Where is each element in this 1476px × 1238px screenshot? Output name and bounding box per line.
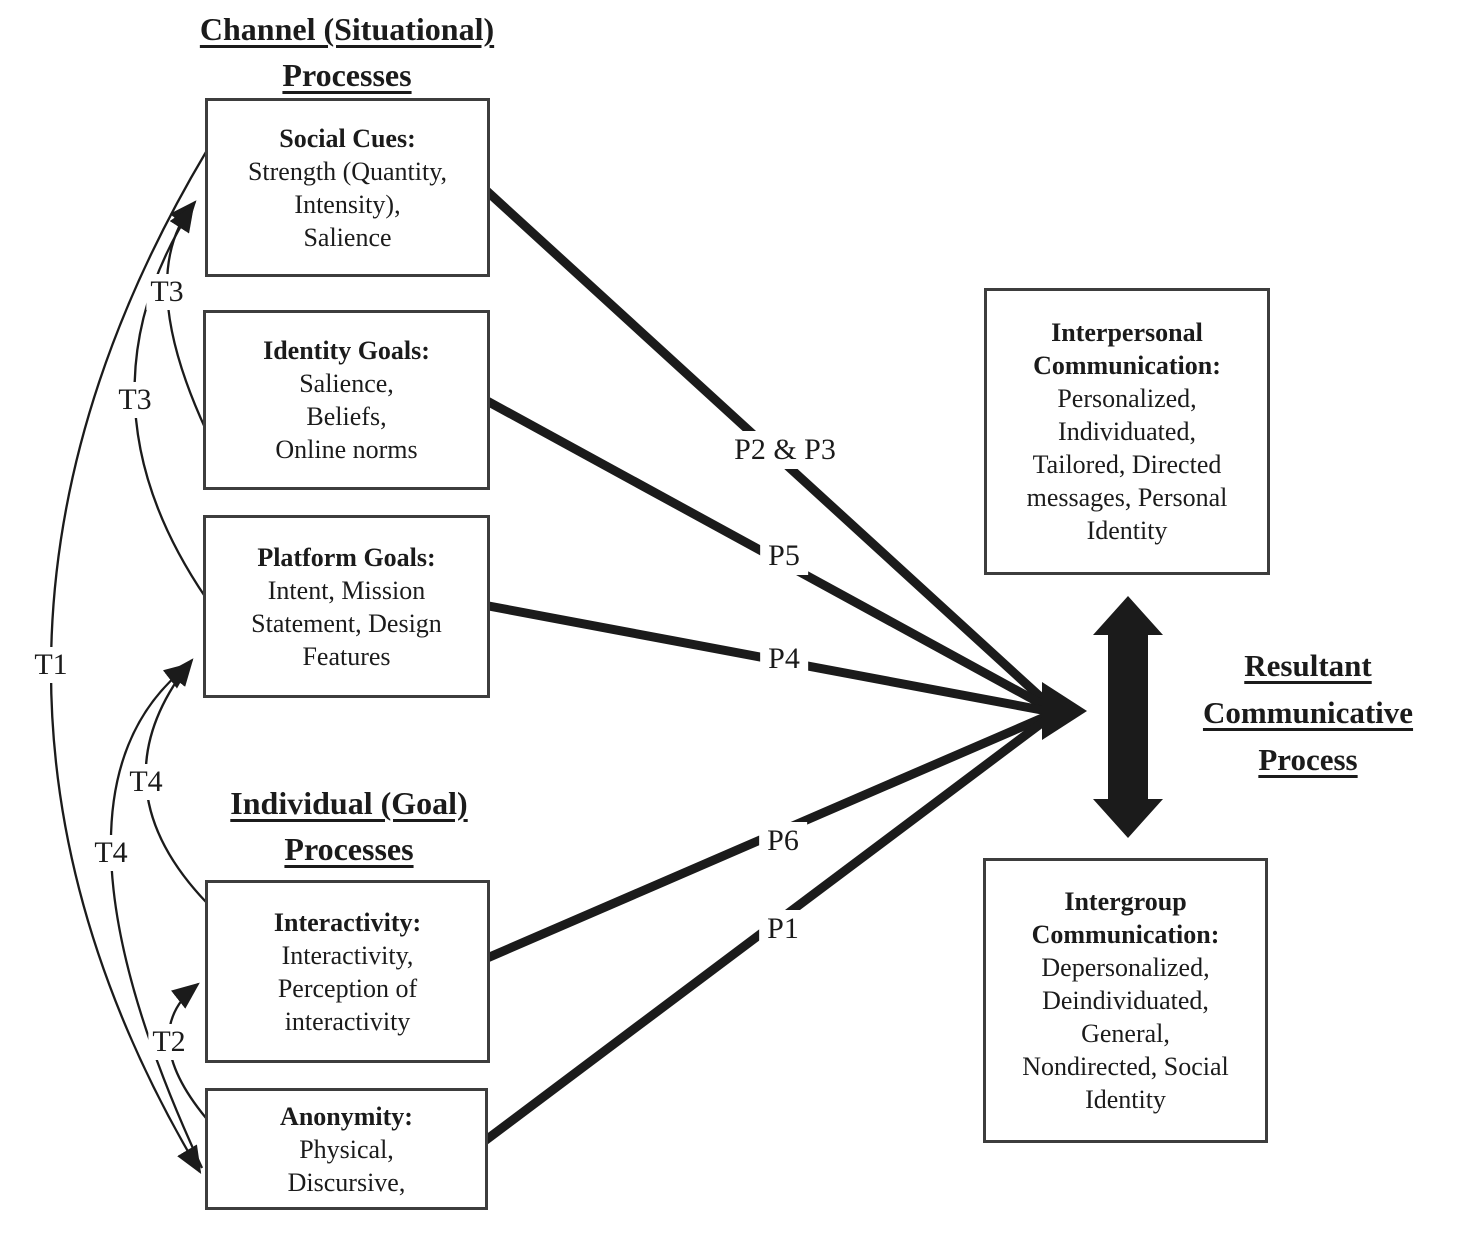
label-p1: P1 bbox=[759, 910, 807, 948]
box-line: Physical, bbox=[299, 1134, 394, 1164]
label-p5: P5 bbox=[760, 537, 808, 575]
box-line: General, bbox=[1081, 1019, 1170, 1048]
box-line: interactivity bbox=[284, 1006, 411, 1036]
box-line: Deindividuated, bbox=[1042, 986, 1209, 1015]
heading-line: Channel (Situational) bbox=[199, 11, 495, 47]
box-intergroup-communication bbox=[983, 858, 1268, 1143]
box-line: messages, Personal bbox=[1026, 483, 1228, 512]
box-line: Beliefs, bbox=[306, 402, 387, 431]
box-line: Intent, Mission bbox=[267, 575, 426, 605]
box-line: Features bbox=[302, 641, 391, 671]
box-title: Platform Goals: bbox=[257, 542, 436, 572]
box-line: Salience bbox=[303, 222, 392, 252]
heading-line: Individual (Goal) bbox=[230, 785, 468, 821]
box-line: Interactivity, bbox=[281, 940, 414, 970]
box-platform-goals bbox=[203, 515, 490, 698]
label-p4: P4 bbox=[760, 640, 808, 678]
box-title: Interpersonal bbox=[1051, 318, 1203, 347]
box-line: Depersonalized, bbox=[1041, 953, 1210, 982]
box-interpersonal-communication bbox=[984, 288, 1270, 575]
box-line: Perception of bbox=[277, 973, 418, 1003]
label-t2: T2 bbox=[148, 1024, 189, 1060]
double-headed-arrow bbox=[1093, 596, 1163, 838]
box-line: Identity bbox=[1085, 1085, 1166, 1114]
box-title: Social Cues: bbox=[279, 123, 416, 153]
resultant-process-heading bbox=[1163, 642, 1453, 783]
individual-processes-heading bbox=[165, 780, 533, 872]
box-line: Tailored, Directed bbox=[1032, 450, 1222, 479]
box-title: Communication: bbox=[1031, 920, 1220, 949]
heading-line: Process bbox=[1258, 742, 1358, 777]
box-line: Online norms bbox=[275, 435, 418, 464]
label-t3-upper: T3 bbox=[146, 274, 187, 310]
box-line: Discursive, bbox=[287, 1167, 406, 1197]
box-line: Personalized, bbox=[1057, 384, 1197, 413]
box-social-cues bbox=[205, 98, 490, 277]
label-t1: T1 bbox=[30, 647, 71, 683]
label-t3-lower: T3 bbox=[114, 382, 155, 418]
label-p6: P6 bbox=[759, 822, 807, 860]
box-title: Anonymity: bbox=[280, 1101, 413, 1131]
box-line: Intensity), bbox=[294, 189, 401, 219]
box-title: Identity Goals: bbox=[263, 336, 430, 365]
box-identity-goals bbox=[203, 310, 490, 490]
t3-upper-arc bbox=[167, 202, 206, 430]
heading-line: Processes bbox=[284, 831, 414, 867]
convergence-arrowhead bbox=[1042, 682, 1087, 740]
box-line: Strength (Quantity, bbox=[247, 156, 448, 186]
box-line: Salience, bbox=[299, 369, 394, 398]
box-line: Identity bbox=[1086, 516, 1168, 545]
box-title: Intergroup bbox=[1064, 887, 1187, 916]
label-t4-upper: T4 bbox=[125, 764, 166, 800]
heading-line: Communicative bbox=[1202, 695, 1414, 730]
box-anonymity bbox=[205, 1088, 488, 1210]
heading-line: Resultant bbox=[1244, 648, 1372, 683]
channel-processes-heading bbox=[163, 6, 531, 98]
box-title: Communication: bbox=[1033, 351, 1221, 380]
label-t4-lower: T4 bbox=[90, 835, 131, 871]
box-line: Statement, Design bbox=[251, 608, 442, 638]
box-line: Nondirected, Social bbox=[1022, 1052, 1229, 1081]
box-line: Individuated, bbox=[1058, 417, 1196, 446]
label-p2-p3: P2 & P3 bbox=[726, 431, 844, 469]
box-interactivity bbox=[205, 880, 490, 1063]
heading-line: Processes bbox=[282, 57, 412, 93]
box-title: Interactivity: bbox=[273, 907, 422, 937]
